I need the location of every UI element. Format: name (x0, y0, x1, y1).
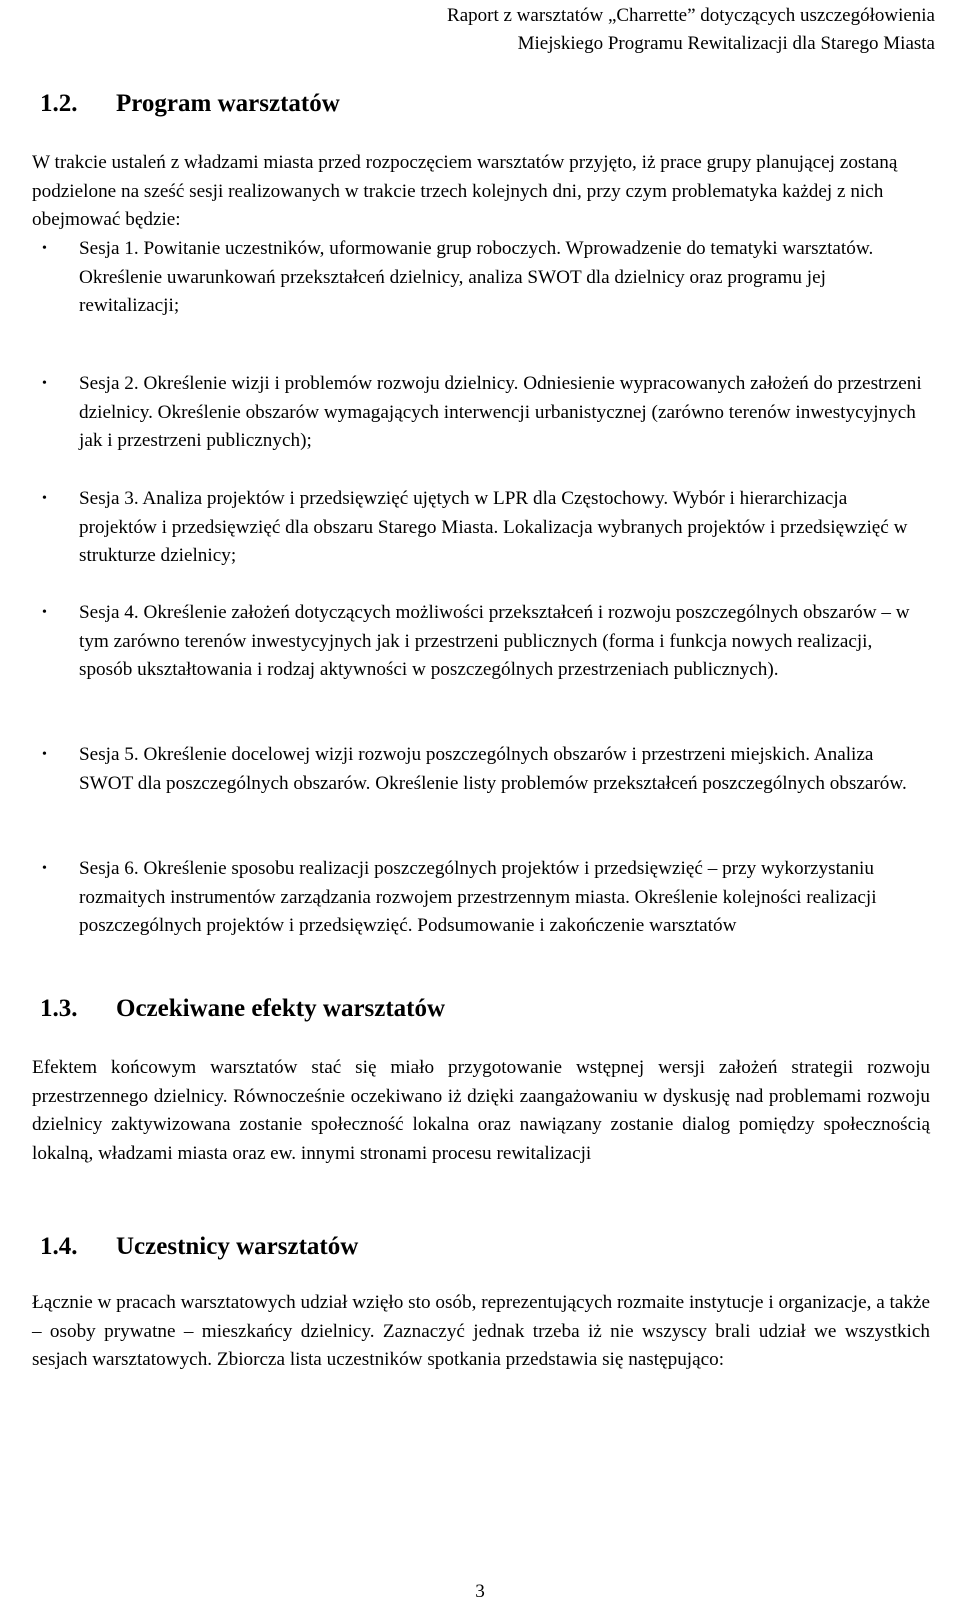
bullet-icon: • (42, 861, 47, 876)
page-number: 3 (475, 1581, 485, 1602)
session-text: Sesja 3. Analiza projektów i przedsięwzięć ujętych w LPR dla Częstochowy. Wybór i hierarchizacja projektów i przedsięwzięć dla obszaru Starego Miasta. Lokalizacja wybranych projektów i przedsięwzięć w strukturze dzielnicy; (79, 488, 908, 566)
session-list-item (32, 485, 930, 571)
running-header (447, 2, 935, 58)
bullet-icon: • (42, 491, 47, 506)
section-heading-1-4 (40, 1231, 358, 1263)
running-header-line-2: Miejskiego Programu Rewitalizacji dla Starego Miasta (517, 33, 935, 54)
session-list-item (32, 370, 930, 456)
session-text: Sesja 4. Określenie założeń dotyczących możliwości przekształceń i rozwoju poszczególnych obszarów – w tym zarówno terenów inwestycyjnych jak i przestrzeni publicznych (forma i funkcja nowych realizacji, sposób ukształtowania i rodzaj aktywności w poszczególnych przestrzeniach publicznych). (79, 602, 910, 680)
section-number: 1.3. (40, 995, 78, 1022)
section-number: 1.4. (40, 1233, 78, 1260)
bullet-icon: • (42, 241, 47, 256)
session-list-item (32, 599, 930, 685)
expected-effects-paragraph: Efektem końcowym warsztatów stać się miało przygotowanie wstępnej wersji założeń strategii rozwoju przestrzennego dzielnicy. Równocześnie oczekiwano iż dzięki zaangażowaniu w dyskusję nad problemami rozwoju dzielnicy zaktywizowana zostanie społeczność lokalna oraz nawiązany zostanie dialog pomiędzy społecznością lokalną, władzami miasta oraz ew. innymi stronami procesu rewitalizacji (32, 1057, 930, 1164)
section-heading-1-3 (40, 993, 445, 1025)
section-heading-1-2 (40, 88, 340, 120)
session-text: Sesja 1. Powitanie uczestników, uformowanie grup roboczych. Wprowadzenie do tematyki warsztatów. Określenie uwarunkowań przekształceń dzielnicy, analiza SWOT dla dzielnicy oraz programu jej rewitalizacji; (79, 238, 874, 316)
session-text: Sesja 2. Określenie wizji i problemów rozwoju dzielnicy. Odniesienie wypracowanych założeń do przestrzeni dzielnicy. Określenie obszarów wymagających interwencji urbanistycznej (zarówno terenów inwestycyjnych jak i przestrzeni publicznych); (79, 373, 922, 451)
session-text: Sesja 6. Określenie sposobu realizacji poszczególnych projektów i przedsięwzięć – przy wykorzystaniu rozmaitych instrumentów zarządzania rozwojem przestrzennym miasta. Określenie kolejności realizacji poszczególnych projektów i przedsięwzięć. Podsumowanie i zakończenie warsztatów (79, 858, 877, 936)
program-intro-paragraph: W trakcie ustaleń z władzami miasta przed rozpoczęciem warsztatów przyjęto, iż prace grupy planującej zostaną podzielone na sześć sesji realizowanych w trakcie trzech kolejnych dni, przy czym problematyka każdej z nich obejmować będzie: (32, 152, 898, 230)
session-list-item (32, 235, 930, 321)
bullet-icon: • (42, 605, 47, 620)
session-text: Sesja 5. Określenie docelowej wizji rozwoju poszczególnych obszarów i przestrzeni miejskich. Analiza SWOT dla poszczególnych obszarów. Określenie listy problemów przekształceń poszczególnych obszarów. (79, 744, 907, 794)
section-title: Program warsztatów (116, 90, 340, 117)
section-title: Oczekiwane efekty warsztatów (116, 995, 446, 1022)
session-list-item (32, 855, 930, 941)
bullet-icon: • (42, 376, 47, 391)
participants-paragraph: Łącznie w pracach warsztatowych udział wzięło sto osób, reprezentujących rozmaite instytucje i organizacje, a także – osoby prywatne – mieszkańcy dzielnicy. Zaznaczyć jednak trzeba iż nie wszyscy brali udział we wszystkich sesjach warsztatowych. Zbiorcza lista uczestników spotkania przedstawia się następująco: (32, 1292, 930, 1370)
section-title: Uczestnicy warsztatów (116, 1233, 359, 1260)
session-list-item (32, 741, 930, 798)
bullet-icon: • (42, 747, 47, 762)
running-header-line-1: Raport z warsztatów „Charrette” dotyczących uszczegółowienia (447, 5, 935, 26)
section-number: 1.2. (40, 90, 78, 117)
